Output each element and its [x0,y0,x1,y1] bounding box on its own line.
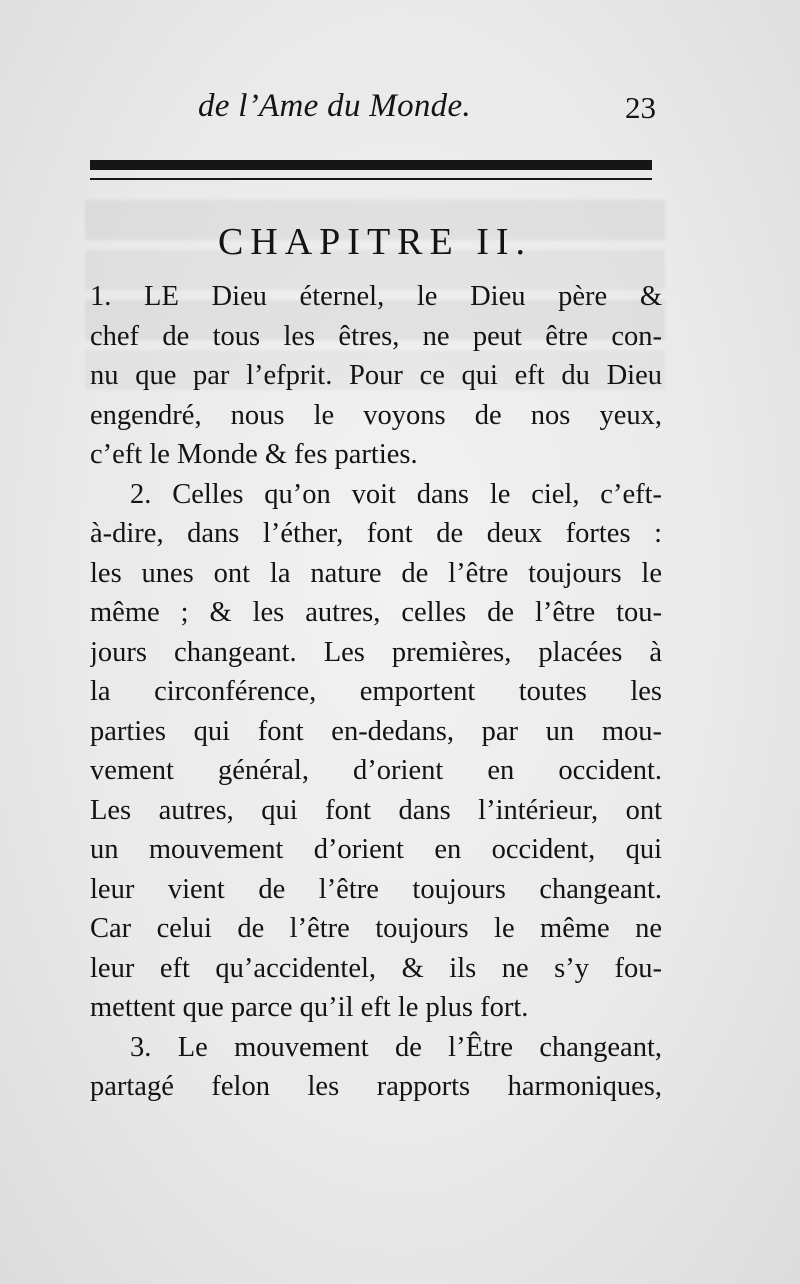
text-line: 3. Le mouvement de l’Être changeant, [130,1031,662,1063]
text-line: Car celui de l’être toujours le même ne [90,913,662,944]
text-line: à-dire, dans l’éther, font de deux fortes : [90,518,662,549]
text-line: chef de tous les êtres, ne peut être con- [90,320,662,352]
text-line: partagé felon les rapports harmoniques, [90,1071,662,1102]
text-line: même ; & les autres, celles de l’être tou- [90,597,662,628]
running-head: de l’Ame du Monde. [198,88,471,124]
text-line: leur eft qu’accidentel, & ils ne s’y fou- [90,952,662,984]
text-line: engendré, nous le voyons de nos yeux, [90,399,662,431]
text-line: vement général, d’orient en occident. [90,755,662,786]
text-line: 2. Celles qu’on voit dans le ciel, c’eft- [130,478,662,510]
text-line: la circonférence, emportent toutes les [90,676,662,707]
text-line: un mouvement d’orient en occident, qui [90,834,662,865]
header-rule-thin [90,178,652,180]
text-line: mettent que parce qu’il eft le plus fort. [90,992,529,1023]
text-line: 1. LE Dieu éternel, le Dieu père & [90,281,662,312]
text-line: jours changeant. Les premières, placées à [90,636,662,668]
body-text [90,277,662,1107]
text-line: leur vient de l’être toujours changeant. [90,873,662,905]
text-line: les unes ont la nature de l’être toujours le [90,557,662,589]
page-header [90,88,660,132]
page-number: 23 [625,90,656,125]
chapter-title: CHAPITRE II. [217,221,533,263]
text-line: parties qui font en-dedans, par un mou- [90,715,662,747]
text-line: Les autres, qui font dans l’intérieur, ont [90,794,662,826]
header-rule-thick [90,160,652,170]
text-line: c’eft le Monde & fes parties. [90,439,418,470]
text-line: nu que par l’efprit. Pour ce qui eft du Dieu [90,360,662,391]
